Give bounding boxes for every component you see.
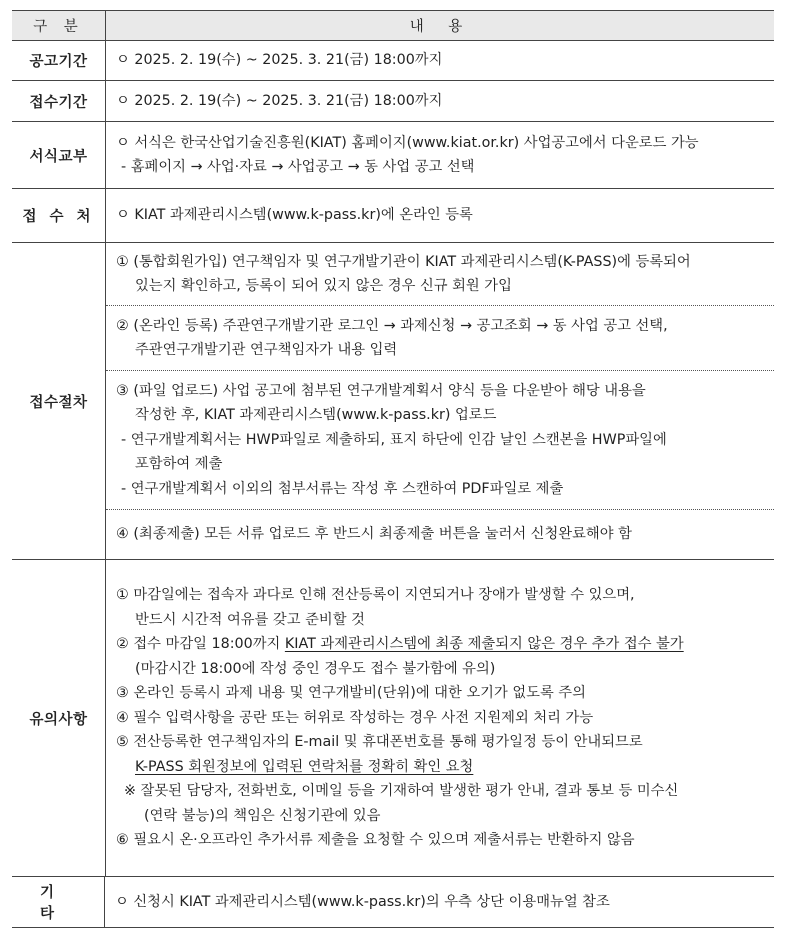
header-category: 구 분 xyxy=(12,11,106,40)
content-procedure xyxy=(106,243,774,559)
step3-line-4: 포함하여 제출 xyxy=(135,456,223,473)
note5-line-4: (연락 불능)의 책임은 신청기관에 있음 xyxy=(144,807,381,824)
note2-line-2: (마감시간 18:00에 작성 중인 경우도 접수 불가함에 유의) xyxy=(135,660,496,677)
content-reception-period xyxy=(106,81,774,121)
note5-line-2 xyxy=(116,755,766,780)
step2-line-1: ② (온라인 등록) 주관연구개발기관 로그인 → 과제신청 → 공고조회 → 동 사업 공고 선택, xyxy=(116,317,668,334)
note2-underlined: KIAT 과제관리시스템에 최종 제출되지 않은 경우 추가 접수 불가 xyxy=(284,636,684,653)
step3-line-2: 작성한 후, KIAT 과제관리시스템(www.k-pass.kr) 업로드 xyxy=(135,407,497,424)
etc-text: ㅇ 신청시 KIAT 과제관리시스템(www.k-pass.kr)의 우측 상단 이용매뉴얼 참조 xyxy=(115,893,610,910)
row-notes xyxy=(12,560,774,877)
content-reception-office xyxy=(106,189,774,242)
step3-line-3: - 연구개발계획서는 HWP파일로 제출하되, 표지 하단에 인감 날인 스캔본을 HWP파일에 xyxy=(121,431,667,448)
label-etc: 기 타 xyxy=(12,877,105,927)
row-forms xyxy=(12,122,774,189)
step2-line-2: 주관연구개발기관 연구책임자가 내용 입력 xyxy=(135,342,398,358)
step4-line: ④ (최종제출) 모든 서류 업로드 후 반드시 최종제출 버튼을 눌러서 신청완료해야 함 xyxy=(116,526,632,543)
period-text: ㅇ 2025. 2. 19(수) ~ 2025. 3. 21(금) 18:00까지 xyxy=(116,52,443,69)
note4: ④ 필수 입력사항을 공란 또는 허위로 작성하는 경우 사전 지원제외 처리 가능 xyxy=(116,709,594,726)
note5-underlined: K-PASS 회원정보에 입력된 연락처를 정확히 확인 요청 xyxy=(135,758,474,775)
note2-line-1 xyxy=(116,632,766,657)
row-reception-office xyxy=(12,189,774,243)
label-reception-office: 접 수 처 xyxy=(12,189,106,242)
step3-line-5: - 연구개발계획서 이외의 첨부서류는 작성 후 스캔하여 PDF파일로 제출 xyxy=(121,480,564,497)
content-etc xyxy=(105,877,774,927)
procedure-step-3 xyxy=(106,371,774,510)
forms-line-2: - 홈페이지 → 사업·자료 → 사업공고 → 동 사업 공고 선택 xyxy=(121,159,475,175)
row-reception-period xyxy=(12,81,774,122)
procedure-step-2 xyxy=(106,306,774,371)
label-procedure: 접수절차 xyxy=(12,243,106,559)
content-notes xyxy=(106,560,774,876)
row-announcement-period xyxy=(12,41,774,81)
step3-line-1: ③ (파일 업로드) 사업 공고에 첨부된 연구개발계획서 양식 등을 다운받아 해당 내용을 xyxy=(116,382,646,399)
note3: ③ 온라인 등록시 과제 내용 및 연구개발비(단위)에 대한 오기가 없도록 주의 xyxy=(116,685,586,702)
note1-line-1: ① 마감일에는 접속자 과다로 인해 전산등록이 지연되거나 장애가 발생할 수 있으며, xyxy=(116,587,635,604)
content-forms xyxy=(106,122,774,188)
label-notes: 유의사항 xyxy=(12,560,106,876)
forms-line-1: ㅇ 서식은 한국산업기술진흥원(KIAT) 홈페이지(www.kiat.or.kr) 사업공고에서 다운로드 가능 xyxy=(116,134,699,151)
row-procedure xyxy=(12,243,774,560)
note5-line-3: ※ 잘못된 담당자, 전화번호, 이메일 등을 기재하여 발생한 평가 안내, 결과 통보 등 미수신 xyxy=(124,783,679,800)
label-announcement-period: 공고기간 xyxy=(12,41,106,80)
note6: ⑥ 필요시 온·오프라인 추가서류 제출을 요청할 수 있으며 제출서류는 반환하지 않음 xyxy=(116,832,635,849)
row-etc xyxy=(12,877,774,928)
header-content: 내 용 xyxy=(409,19,473,35)
note2-prefix: ② 접수 마감일 18:00까지 xyxy=(116,636,285,653)
table-header-row xyxy=(12,11,774,41)
procedure-step-1 xyxy=(106,243,774,306)
step1-line-1: ① (통합회원가입) 연구책임자 및 연구개발기관이 KIAT 과제관리시스템(K-PASS)에 등록되어 xyxy=(116,253,691,270)
step1-line-2: 있는지 확인하고, 등록이 되어 있지 않은 경우 신규 회원 가입 xyxy=(135,278,512,294)
label-reception-period: 접수기간 xyxy=(12,81,106,121)
content-announcement-period xyxy=(106,41,774,80)
announcement-table xyxy=(12,10,774,928)
reception-text: ㅇ 2025. 2. 19(수) ~ 2025. 3. 21(금) 18:00까지 xyxy=(116,92,443,109)
note5-line-1: ⑤ 전산등록한 연구책임자의 E-mail 및 휴대폰번호를 통해 평가일정 등이 안내되므로 xyxy=(116,734,643,751)
note1-line-2: 반드시 시간적 여유를 갖고 준비할 것 xyxy=(135,611,365,628)
procedure-step-4 xyxy=(106,510,774,559)
label-forms: 서식교부 xyxy=(12,122,106,188)
office-text: ㅇ KIAT 과제관리시스템(www.k-pass.kr)에 온라인 등록 xyxy=(116,207,473,224)
